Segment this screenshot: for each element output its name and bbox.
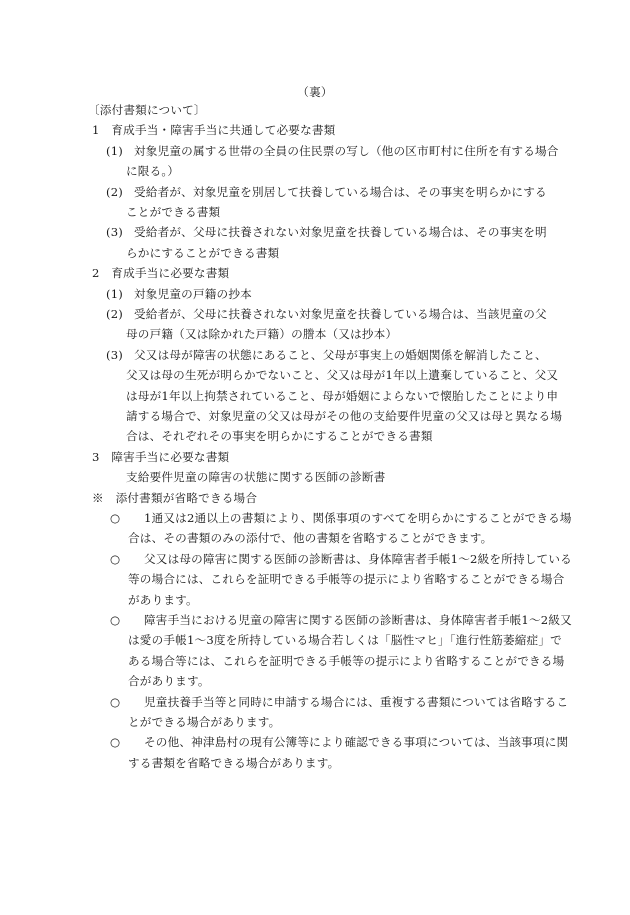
bullet-text-line: ある場合等には、これらを証明できる手帳等の提示により省略することができる場 xyxy=(128,653,565,668)
item-text-line: 対象児童の戸籍の抄本 xyxy=(134,286,252,301)
item-number: (2) xyxy=(106,184,124,199)
item-text-line: に限る。） xyxy=(126,164,180,179)
item-number: (3) xyxy=(106,347,124,362)
bullet-text-line: する書類を省略できる場合があります。 xyxy=(128,755,340,770)
page-side-label: （裏） xyxy=(297,85,333,99)
bullet-text-line: 児童扶養手当等と同時に申請する場合には、重複する書類については省略するこ xyxy=(144,694,569,709)
item-text-line: らかにすることができる書類 xyxy=(126,245,280,260)
bullet-text-line: 合は、その書類のみの添付で、他の書類を省略することができます。 xyxy=(128,531,493,546)
item-number: (1) xyxy=(106,286,124,301)
bullet-text-line: は愛の手帳1～3度を所持している場合若しくは「脳性マヒ」「進行性筋萎縮症」で xyxy=(128,633,562,648)
bullet-mark: ○ xyxy=(110,551,121,566)
item-number: (1) xyxy=(106,143,124,158)
note-title: ※ 添付書類が省略できる場合 xyxy=(92,490,258,505)
bullet-text-line: 1通又は2通以上の書類により、関係事項のすべてを明らかにすることができる場 xyxy=(144,511,572,525)
bullet-text-line: とができる場合があります。 xyxy=(128,715,281,729)
bullet-mark: ○ xyxy=(110,694,121,709)
item-text-line: 父又は母の生死が明らかでないこと、父又は母が1年以上遺棄していること、父又 xyxy=(126,368,559,383)
section-title: 3 障害手当に必要な書類 xyxy=(92,449,230,464)
item-text-line: 対象児童の属する世帯の全員の住民票の写し（他の区市町村に住所を有する場合 xyxy=(134,143,559,158)
item-text-line: 母の戸籍（又は除かれた戸籍）の謄本（又は抄本） xyxy=(126,327,398,342)
bullet-mark: ○ xyxy=(110,613,121,627)
item-text-line: 請する場合で、対象児童の父又は母がその他の支給要件児童の父又は母と異なる場 xyxy=(126,409,563,423)
item-text-line: 支給要件児童の障害の状態に関する医師の診断書 xyxy=(126,470,386,485)
item-text-line: は母が1年以上拘禁されていること、母が婚姻によらないで懐胎したことにより申 xyxy=(126,388,559,403)
item-text-line: 受給者が、父母に扶養されない対象児童を扶養している場合は、その事実を明 xyxy=(134,225,547,240)
bullet-text-line: 障害手当における児童の障害に関する医師の診断書は、身体障害者手帳1～2級又 xyxy=(144,613,572,627)
bullet-mark: ○ xyxy=(110,511,121,525)
bullet-text-line: その他、神津島村の現有公簿等により確認できる事項については、当該事項に関 xyxy=(144,735,569,750)
item-text-line: 受給者が、対象児童を別居して扶養している場合は、その事実を明らかにする xyxy=(134,184,547,199)
bullet-text-line: があります。 xyxy=(128,592,198,607)
item-text-line: 合は、それぞれその事実を明らかにすることができる書類 xyxy=(126,429,433,444)
section-title: 1 育成手当・障害手当に共通して必要な書類 xyxy=(92,123,336,138)
bullet-text-line: 父又は母の障害に関する医師の診断書は、身体障害者手帳1～2級を所持している xyxy=(144,551,572,566)
item-number: (2) xyxy=(106,307,124,321)
item-text-line: ことができる書類 xyxy=(126,205,221,219)
bullet-text-line: 合があります。 xyxy=(128,674,210,689)
attachments-heading: 〔添付書類について〕 xyxy=(88,103,206,117)
item-text-line: 受給者が、父母に扶養されない対象児童を扶養している場合は、当該児童の父 xyxy=(134,307,547,321)
item-text-line: 父又は母が障害の状態にあること、父母が事実上の婚姻関係を解消したこと、 xyxy=(134,347,547,362)
item-number: (3) xyxy=(106,225,124,240)
bullet-text-line: 等の場合には、これらを証明できる手帳等の提示により省略することができる場合 xyxy=(128,572,565,587)
section-title: 2 育成手当に必要な書類 xyxy=(92,266,230,281)
bullet-mark: ○ xyxy=(110,735,121,750)
